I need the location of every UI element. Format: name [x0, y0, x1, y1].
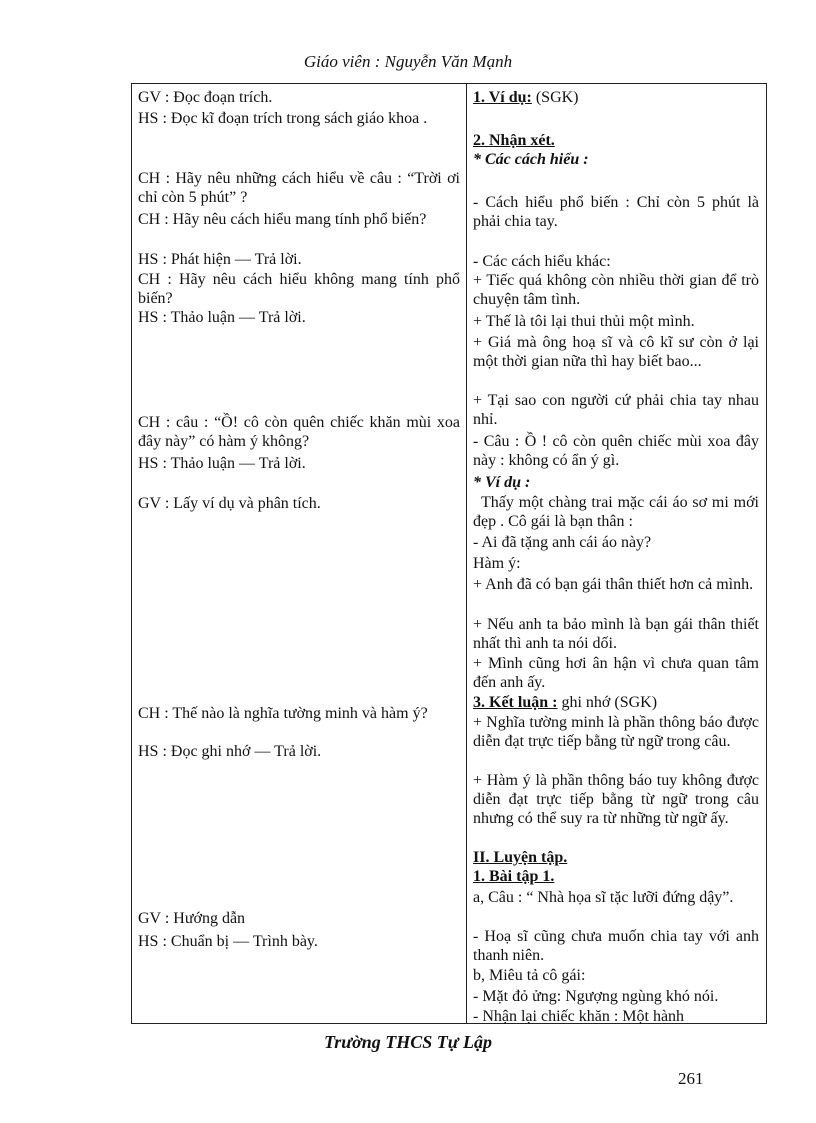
conclusion-item: + Hàm ý là phần thông báo tuy không được diễn đạt trực tiếp bằng từ ngữ trong câu nhưng có thể suy ra từ những từ ngữ ấy. — [473, 772, 759, 827]
lesson-table — [131, 83, 767, 1024]
example-heading: 1. Ví dụ: — [473, 89, 532, 106]
exercise-item: - Mặt đỏ ửng: Ngượng ngùng khó nói. — [473, 988, 719, 1005]
interpretation-item: + Tiếc quá không còn nhiều thời gian để trò chuyện tâm tình. — [473, 272, 759, 308]
conclusion-heading: 3. Kết luận : — [473, 694, 558, 711]
exercise-item: a, Câu : “ Nhà họa sĩ tặc lưỡi đứng dậy”. — [473, 889, 734, 906]
column-divider — [466, 84, 467, 1023]
observation-heading: 2. Nhận xét. — [473, 132, 555, 149]
page-header: Giáo viên : Nguyễn Văn Mạnh — [303, 52, 513, 71]
interpretations-heading: * Các cách hiểu : — [473, 151, 589, 168]
interpretation-item: + Thế là tôi lại thui thủi một mình. — [473, 313, 695, 330]
exercise-item: - Hoạ sĩ cũng chưa muốn chia tay với anh thanh niên. — [473, 928, 759, 964]
left-entry: GV : Hướng dẫn — [138, 910, 246, 927]
example2-text: Thấy một chàng trai mặc cái áo sơ mi mới đẹp . Cô gái là bạn thân : — [473, 494, 759, 530]
left-entry: CH : câu : “Ồ! cô còn quên chiếc khăn mùi xoa đây này” có hàm ý không? — [138, 414, 460, 450]
page-footer: Trường THCS Tự Lập — [323, 1032, 493, 1052]
implicature-item: + Anh đã có bạn gái thân thiết hơn cả mình. — [473, 576, 754, 593]
interpretation-item: + Tại sao con người cứ phải chia tay nhau nhỉ. — [473, 392, 759, 428]
page-number: 261 — [678, 1069, 704, 1088]
example2-question: - Ai đã tặng anh cái áo này? — [473, 534, 652, 551]
left-entry: HS : Chuẩn bị — Trình bày. — [138, 933, 318, 950]
other-interpretations-label: - Các cách hiểu khác: — [473, 253, 611, 270]
left-entry: CH : Hãy nêu cách hiểu không mang tính phổ biến? — [138, 271, 460, 307]
implicature-item: + Nếu anh ta bảo mình là bạn gái thân thiết nhất thì anh ta nói dối. — [473, 616, 759, 652]
left-entry: HS : Phát hiện — Trả lời. — [138, 251, 302, 268]
implicature-label: Hàm ý: — [473, 555, 521, 572]
exercise-heading: 1. Bài tập 1. — [473, 868, 555, 885]
exercise-item: - Nhận lại chiếc khăn : Một hành — [473, 1008, 685, 1025]
left-entry: HS : Đọc kĩ đoạn trích trong sách giáo khoa . — [138, 110, 428, 127]
left-entry: GV : Đọc đoạn trích. — [138, 89, 273, 106]
example-section — [473, 88, 759, 107]
left-entry: HS : Thảo luận — Trả lời. — [138, 455, 306, 472]
example-note: (SGK) — [535, 89, 579, 106]
implicature-item: + Mình cũng hơi ân hận vì chưa quan tâm đến anh ấy. — [473, 655, 759, 691]
example2-heading: * Ví dụ : — [473, 474, 531, 491]
left-entry: HS : Đọc ghi nhớ — Trả lời. — [138, 743, 322, 760]
left-entry: CH : Hãy nêu những cách hiểu về câu : “Trời ơi chỉ còn 5 phút” ? — [138, 170, 460, 206]
left-entry: HS : Thảo luận — Trả lời. — [138, 309, 306, 326]
sentence-analysis: - Câu : Ồ ! cô còn quên chiếc mùi xoa đây này : không có ẩn ý gì. — [473, 433, 759, 469]
conclusion-item: + Nghĩa tường minh là phần thông báo được diễn đạt trực tiếp bằng từ ngữ trong câu. — [473, 714, 759, 750]
left-entry: GV : Lấy ví dụ và phân tích. — [138, 495, 321, 512]
conclusion-section — [473, 693, 759, 712]
left-entry: CH : Hãy nêu cách hiểu mang tính phổ biến? — [138, 211, 427, 228]
interpretation-item: + Giá mà ông hoạ sĩ và cô kĩ sư còn ở lại một thời gian nữa thì hay biết bao... — [473, 334, 759, 370]
exercise-item: b, Miêu tả cô gái: — [473, 967, 586, 984]
left-entry: CH : Thế nào là nghĩa tường minh và hàm ý? — [138, 705, 428, 722]
conclusion-note: ghi nhớ (SGK) — [561, 694, 658, 711]
common-interpretation: - Cách hiểu phổ biến : Chỉ còn 5 phút là phải chia tay. — [473, 194, 759, 230]
practice-heading: II. Luyện tập. — [473, 849, 568, 866]
